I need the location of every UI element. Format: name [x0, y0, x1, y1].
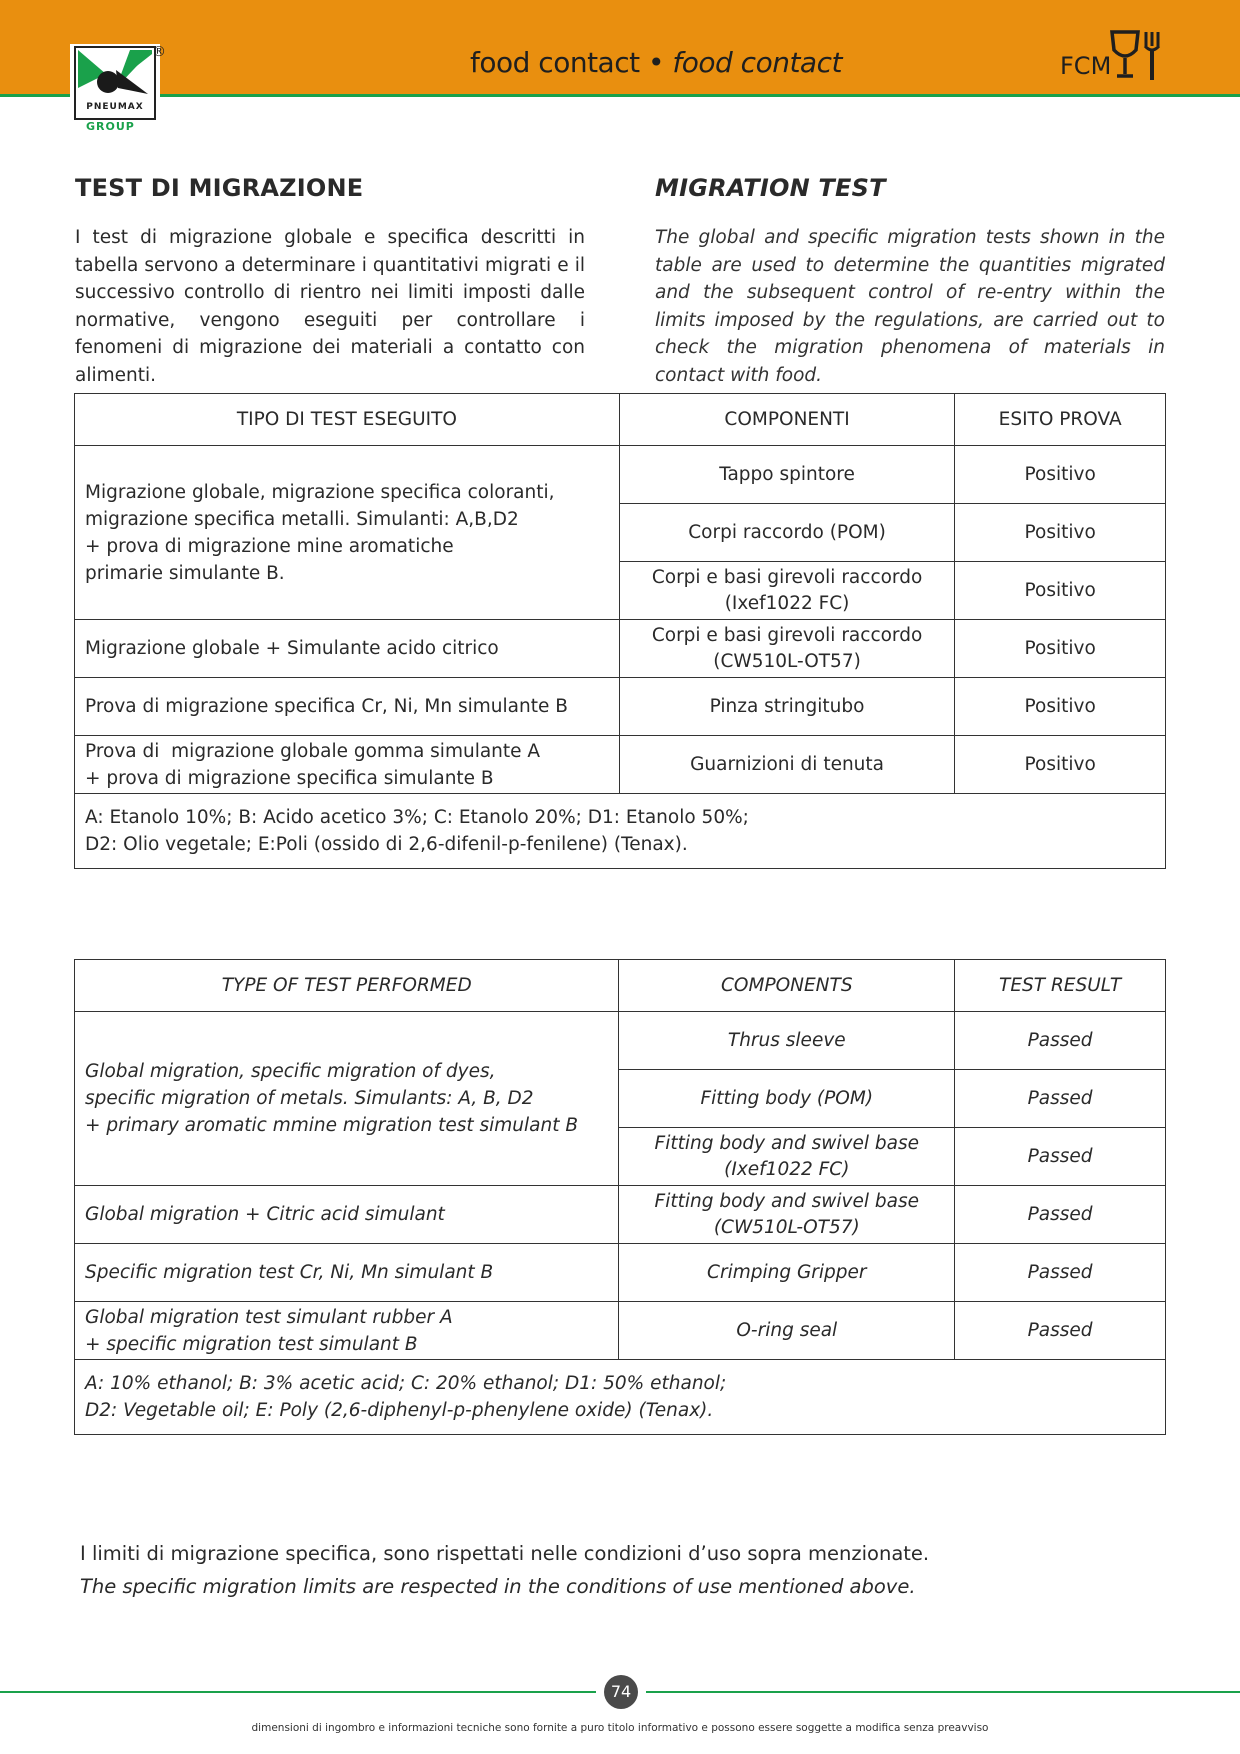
- test-line: + prova di migrazione specifica simulante B: [85, 767, 494, 789]
- test-cell: Prova di migrazione specifica Cr, Ni, Mn simulante B: [75, 678, 620, 736]
- table-note-row: [75, 794, 1166, 869]
- component-cell: Corpi raccordo (POM): [619, 504, 954, 562]
- table-row: [75, 1012, 1166, 1070]
- test-line: + prova di migrazione mine aromatiche: [85, 535, 454, 557]
- test-cell: [75, 446, 620, 620]
- col-header: COMPONENTS: [619, 960, 955, 1012]
- component-cell: [619, 620, 954, 678]
- test-line: Global migration test simulant rubber A: [85, 1306, 453, 1328]
- header-divider: [0, 94, 1240, 97]
- test-cell: Global migration + Citric acid simulant: [75, 1186, 619, 1244]
- note-line: A: Etanolo 10%; B: Acido acetico 3%; C: Etanolo 20%; D1: Etanolo 50%;: [85, 807, 749, 828]
- test-cell: Specific migration test Cr, Ni, Mn simulant B: [75, 1244, 619, 1302]
- test-line: primarie simulante B.: [85, 562, 285, 584]
- col-header: TYPE OF TEST PERFORMED: [75, 960, 619, 1012]
- component-cell: Crimping Gripper: [619, 1244, 955, 1302]
- table-row: [75, 678, 1166, 736]
- col-header: COMPONENTI: [619, 394, 954, 446]
- registered-mark: ®: [152, 44, 166, 60]
- table-row: [75, 620, 1166, 678]
- component-line: (CW510L-OT57): [713, 1216, 860, 1238]
- col-header: TEST RESULT: [955, 960, 1166, 1012]
- table-row: [75, 736, 1166, 794]
- paragraph-english: The global and specific migration tests shown in the table are used to determine the quantities migrated and the subsequent control of re-entry within the limits imposed by the regulations, are carried out to check the migration phenomena of materials in contact with food.: [655, 227, 1165, 386]
- col-header: TIPO DI TEST ESEGUITO: [75, 394, 620, 446]
- test-line: Global migration, specific migration of dyes,: [85, 1061, 496, 1082]
- component-line: Fitting body and swivel base: [654, 1132, 920, 1154]
- table-header-row: [75, 960, 1166, 1012]
- closing-italian: I limiti di migrazione specifica, sono rispettati nelle condizioni d’uso sopra menzionate.: [80, 1542, 930, 1565]
- component-cell: Fitting body (POM): [619, 1070, 955, 1128]
- col-header: ESITO PROVA: [955, 394, 1166, 446]
- test-line: migrazione specifica metalli. Simulanti: A,B,D2: [85, 508, 519, 530]
- closing-english: The specific migration limits are respected in the conditions of use mentioned above.: [80, 1575, 916, 1598]
- test-cell: [75, 1012, 619, 1186]
- footer-disclaimer: dimensioni di ingombro e informazioni tecniche sono fornite a puro titolo informativo e possono essere soggette a modifica senza preavviso: [251, 1722, 989, 1734]
- result-cell: Passed: [955, 1244, 1166, 1302]
- migration-table-italian: [74, 393, 1166, 869]
- header-title: [470, 46, 842, 79]
- test-line: + specific migration test simulant B: [85, 1333, 418, 1355]
- header-title-italic: food contact: [672, 46, 842, 79]
- component-line: Corpi e basi girevoli raccordo: [651, 566, 923, 588]
- component-cell: Pinza stringitubo: [619, 678, 954, 736]
- migration-table-english: [74, 959, 1166, 1435]
- logo-brand: PNEUMAX: [86, 102, 144, 112]
- component-line: (CW510L-OT57): [713, 650, 861, 672]
- note-line: A: 10% ethanol; B: 3% acetic acid; C: 20% ethanol; D1: 50% ethanol;: [85, 1373, 727, 1394]
- glass-fork-icon: [1108, 28, 1164, 84]
- test-cell: [75, 1302, 619, 1360]
- test-cell: Migrazione globale + Simulante acido citrico: [75, 620, 620, 678]
- result-cell: Passed: [955, 1128, 1166, 1186]
- test-line: Prova di migrazione globale gomma simulante A: [85, 740, 541, 762]
- table-row: [75, 1302, 1166, 1360]
- component-line: (Ixef1022 FC): [724, 1158, 850, 1180]
- note-line: D2: Olio vegetale; E:Poli (ossido di 2,6-difenil-p-fenilene) (Tenax).: [85, 834, 688, 855]
- component-line: Fitting body and swivel base: [654, 1190, 920, 1212]
- table-note-row: [75, 1360, 1166, 1435]
- component-cell: [619, 562, 954, 620]
- paragraph-italian: I test di migrazione globale e specifica descritti in tabella servono a determinare i quantitativi migrati e il successivo controllo di rientro nei limiti imposti dalle normative, vengono eseguiti per controllare i fenomeni di migrazione dei materiali a contatto con alimenti.: [75, 227, 585, 386]
- result-cell: Positivo: [955, 562, 1166, 620]
- component-cell: [619, 1128, 955, 1186]
- footer-divider-right: [646, 1691, 1240, 1693]
- footer-divider-left: [0, 1691, 596, 1693]
- component-line: (Ixef1022 FC): [724, 592, 850, 614]
- pneumax-logo: [70, 44, 166, 138]
- component-cell: Tappo spintore: [619, 446, 954, 504]
- result-cell: Passed: [955, 1186, 1166, 1244]
- test-line: specific migration of metals. Simulants: A, B, D2: [85, 1088, 534, 1109]
- page-number: 74: [604, 1675, 638, 1709]
- component-line: Corpi e basi girevoli raccordo: [651, 624, 923, 646]
- component-cell: Thrus sleeve: [619, 1012, 955, 1070]
- component-cell: O-ring seal: [619, 1302, 955, 1360]
- heading-english: MIGRATION TEST: [655, 174, 886, 202]
- logo-group: GROUP: [86, 120, 135, 133]
- header-title-regular: food contact •: [470, 46, 673, 79]
- component-cell: [619, 1186, 955, 1244]
- logo-graphic-icon: [76, 48, 154, 104]
- test-cell: [75, 736, 620, 794]
- heading-italian: TEST DI MIGRAZIONE: [75, 174, 364, 202]
- result-cell: Positivo: [955, 678, 1166, 736]
- simulants-note: [75, 1360, 1166, 1435]
- result-cell: Positivo: [955, 736, 1166, 794]
- result-cell: Positivo: [955, 620, 1166, 678]
- result-cell: Positivo: [955, 446, 1166, 504]
- table-row: [75, 1186, 1166, 1244]
- test-line: Migrazione globale, migrazione specifica coloranti,: [85, 481, 555, 503]
- result-cell: Positivo: [955, 504, 1166, 562]
- test-line: + primary aromatic mmine migration test simulant B: [85, 1115, 579, 1136]
- table-row: [75, 446, 1166, 504]
- fcm-badge: FCM: [1060, 52, 1112, 80]
- result-cell: Passed: [955, 1302, 1166, 1360]
- table-row: [75, 1244, 1166, 1302]
- result-cell: Passed: [955, 1012, 1166, 1070]
- component-cell: Guarnizioni di tenuta: [619, 736, 954, 794]
- result-cell: Passed: [955, 1070, 1166, 1128]
- table-header-row: [75, 394, 1166, 446]
- simulants-note: [75, 794, 1166, 869]
- note-line: D2: Vegetable oil; E: Poly (2,6-diphenyl-p-phenylene oxide) (Tenax).: [85, 1400, 714, 1421]
